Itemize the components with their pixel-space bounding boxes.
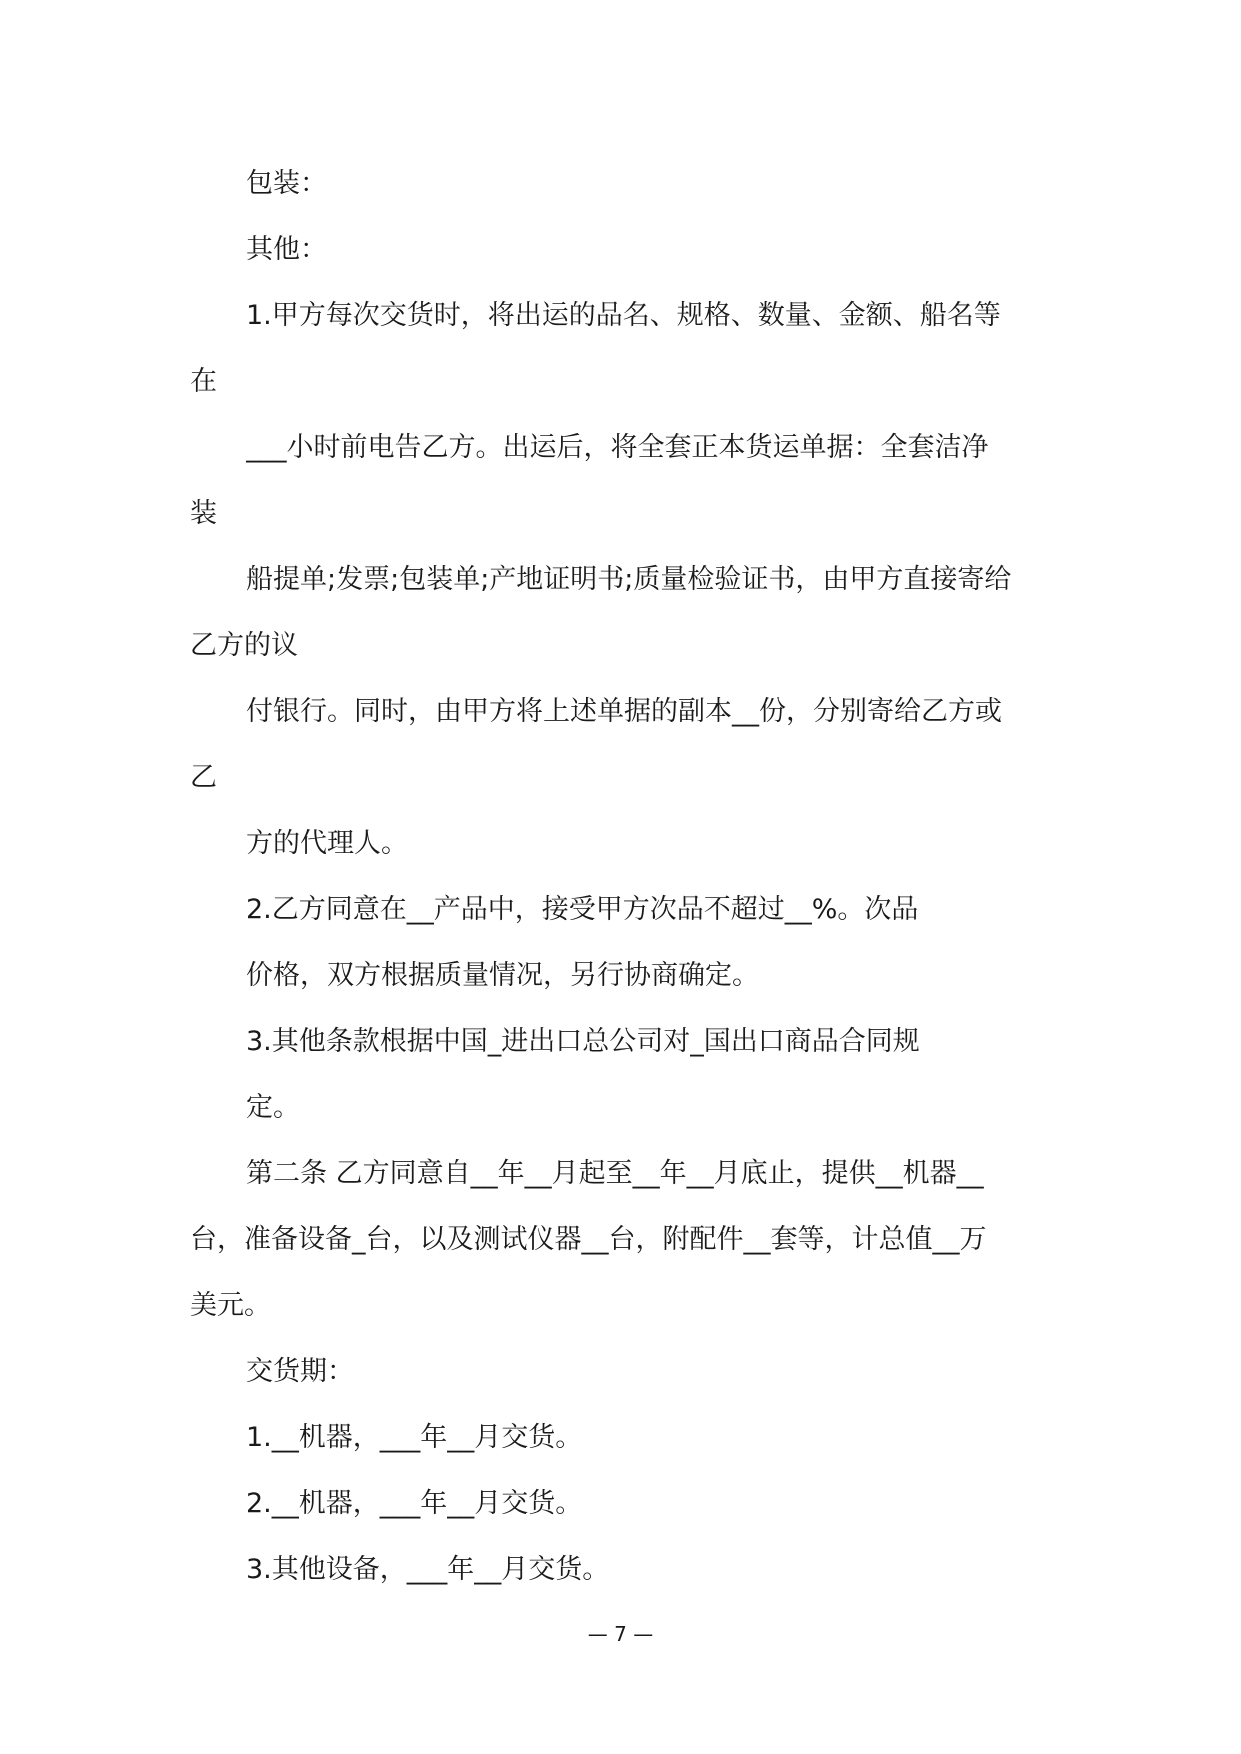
line-clause-1e: 船提单;发票;包装单;产地证明书;质量检验证书，由甲方直接寄给 <box>246 564 1012 595</box>
line-clause-1c: ___小时前电告乙方。出运后，将全套正本货运单据：全套洁净 <box>246 432 989 463</box>
line-packaging: 包装： <box>246 168 327 199</box>
line-clause-1f: 乙方的议 <box>190 630 298 661</box>
page-number: — 7 — <box>587 1622 654 1646</box>
line-clause-1i: 方的代理人。 <box>246 828 408 859</box>
line-delivery-3: 3.其他设备，___年__月交货。 <box>246 1554 610 1585</box>
line-clause-1a: 1.甲方每次交货时，将出运的品名、规格、数量、金额、船名等 <box>246 300 1001 331</box>
line-article-2b: 台，准备设备_台，以及测试仪器__台，附配件__套等，计总值__万 <box>190 1224 987 1255</box>
line-delivery-period: 交货期： <box>246 1356 354 1387</box>
line-clause-1h: 乙 <box>190 762 217 793</box>
line-article-2a: 第二条 乙方同意自__年__月起至__年__月底止，提供__机器__ <box>246 1158 984 1189</box>
line-clause-1d: 装 <box>190 498 217 529</box>
line-clause-3a: 3.其他条款根据中国_进出口总公司对_国出口商品合同规 <box>246 1026 920 1057</box>
line-delivery-2: 2.__机器，___年__月交货。 <box>246 1488 583 1519</box>
line-delivery-1: 1.__机器，___年__月交货。 <box>246 1422 583 1453</box>
line-clause-3b: 定。 <box>246 1092 300 1123</box>
line-article-2c: 美元。 <box>190 1290 271 1321</box>
line-clause-2b: 价格，双方根据质量情况，另行协商确定。 <box>246 960 759 991</box>
line-clause-2a: 2.乙方同意在__产品中，接受甲方次品不超过__%。次品 <box>246 894 919 925</box>
line-clause-1g: 付银行。同时，由甲方将上述单据的副本__份，分别寄给乙方或 <box>246 696 1002 727</box>
line-other: 其他： <box>246 234 327 265</box>
line-clause-1b: 在 <box>190 366 217 397</box>
